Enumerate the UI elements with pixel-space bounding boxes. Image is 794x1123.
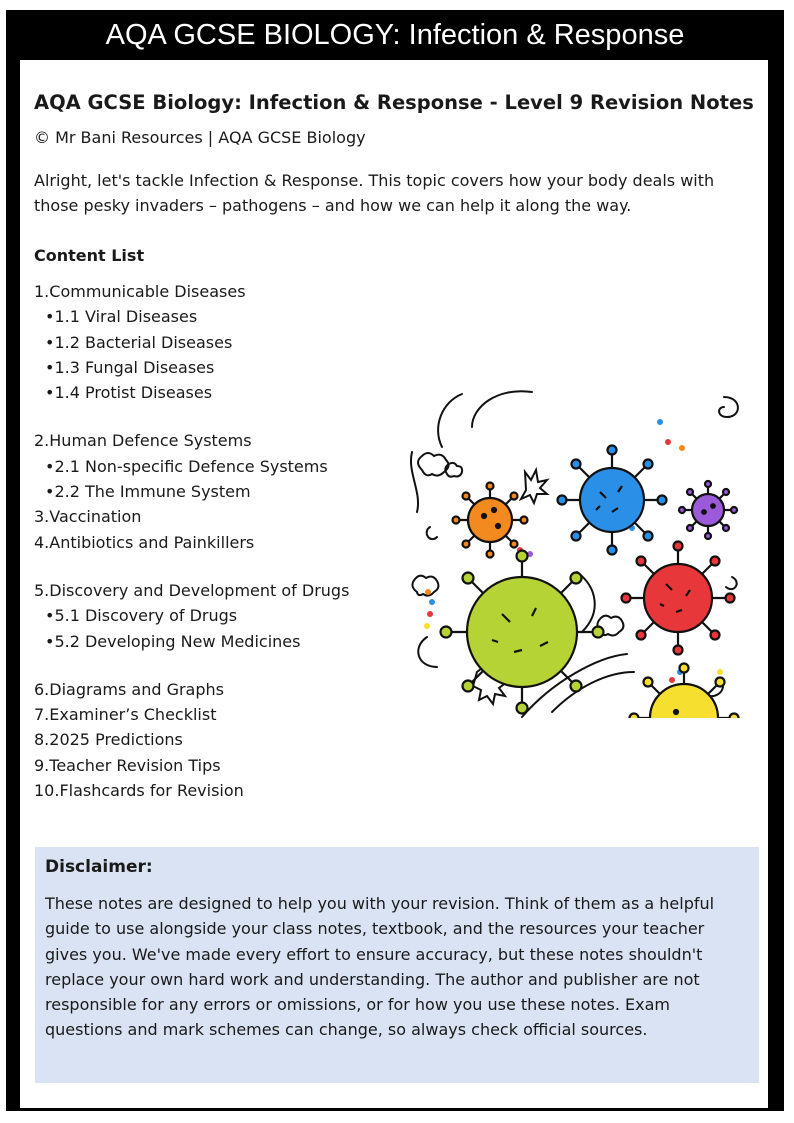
toc-item: 2.Human Defence Systems xyxy=(34,431,252,451)
toc-item: 9.Teacher Revision Tips xyxy=(34,755,221,775)
toc-item: 5.Discovery and Development of Drugs xyxy=(34,580,350,600)
intro-paragraph: Alright, let's tackle Infection & Response. This topic covers how your body deals with those pesky invaders – pathogens – and how we can help it along the way. xyxy=(34,171,715,215)
toc-subitem: •1.3 Fungal Diseases xyxy=(45,357,215,377)
toc-subitem: •1.4 Protist Diseases xyxy=(45,383,213,403)
document-title: AQA GCSE Biology: Infection & Response - Level 9 Revision Notes xyxy=(34,91,754,114)
banner-title: AQA GCSE BIOLOGY: Infection & Response xyxy=(105,19,685,51)
page-frame xyxy=(6,10,784,1111)
disclaimer-text: These notes are designed to help you with your revision. Think of them as a helpful guide to use alongside your class notes, textbook, and the resources your teacher gives you. We've made every effort to ensure accuracy, but these notes shouldn't replace your own hard work and understanding. The author and publisher are not responsible for any errors or omissions, or for how you use these notes. Exam questions and mark schemes can change, so always check official sources. xyxy=(45,894,715,1040)
document-page xyxy=(20,60,768,1108)
toc-item: 1.Communicable Diseases xyxy=(34,282,246,301)
toc-item: 6.Diagrams and Graphs xyxy=(34,679,224,699)
toc-item: 8.2025 Predictions xyxy=(34,730,183,750)
toc-item: 7.Examiner’s Checklist xyxy=(34,705,217,725)
toc-subitem: •2.1 Non-specific Defence Systems xyxy=(45,456,328,476)
toc-subitem: •5.1 Discovery of Drugs xyxy=(45,606,238,626)
toc-item: 3.Vaccination xyxy=(34,507,142,527)
toc-subitem: •1.2 Bacterial Diseases xyxy=(45,332,233,352)
disclaimer-heading: Disclaimer: xyxy=(45,857,153,877)
toc-item: 10.Flashcards for Revision xyxy=(34,781,244,801)
toc-subitem: •2.2 The Immune System xyxy=(45,482,251,502)
toc-subitem: •1.1 Viral Diseases xyxy=(45,307,198,327)
toc-item: 4.Antibiotics and Painkillers xyxy=(34,532,255,552)
disclaimer-box xyxy=(35,847,759,1083)
content-list-heading: Content List xyxy=(34,246,145,265)
copyright-credit: © Mr Bani Resources | AQA GCSE Biology xyxy=(34,128,366,147)
virus-illustration xyxy=(402,382,742,718)
content-list xyxy=(34,279,349,803)
toc-subitem: •5.2 Developing New Medicines xyxy=(45,631,301,651)
